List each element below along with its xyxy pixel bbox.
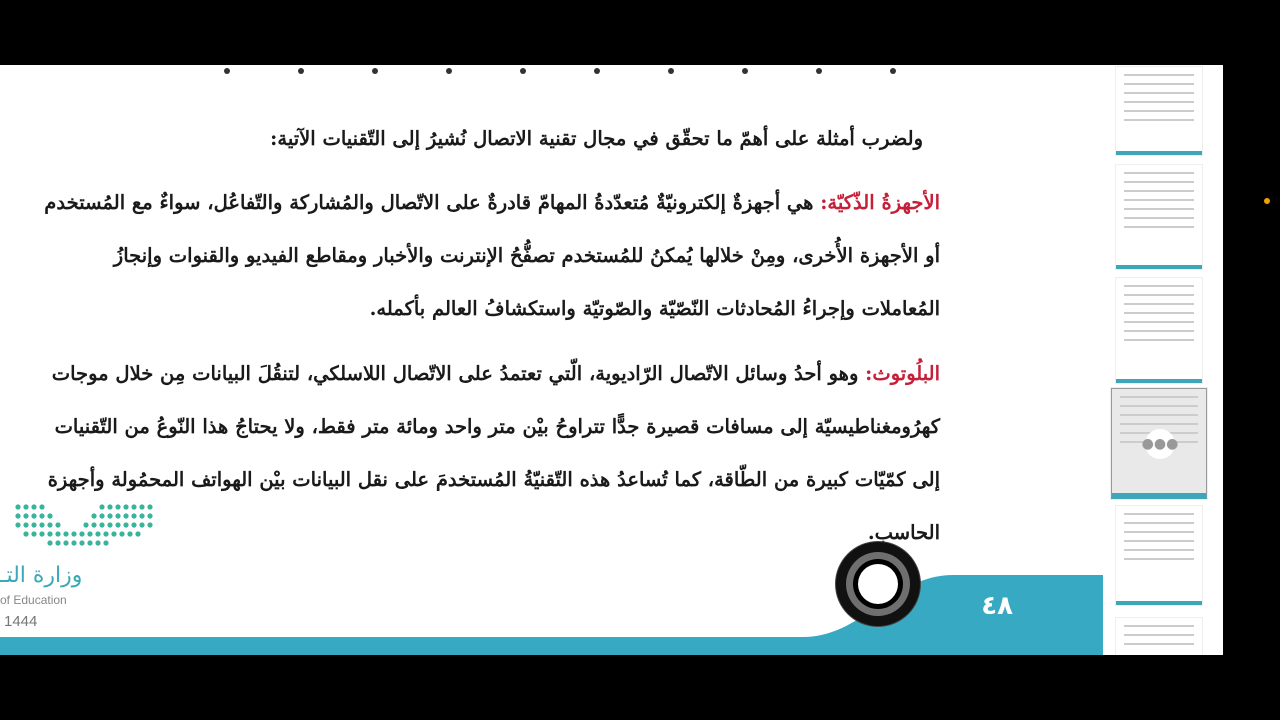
- ministry-logo: [0, 495, 170, 635]
- record-button[interactable]: [836, 542, 920, 626]
- page-thumbnail-current[interactable]: [1111, 388, 1207, 499]
- document-page: [0, 65, 1103, 655]
- record-icon: [858, 564, 898, 604]
- status-dot: [1264, 198, 1270, 204]
- smart-devices-paragraph: [35, 176, 940, 335]
- page-thumbnail[interactable]: [1116, 618, 1202, 655]
- term-bluetooth: البلُوتوث:: [865, 361, 940, 385]
- page-thumbnail[interactable]: [1116, 278, 1202, 383]
- footer-band: [0, 637, 1103, 655]
- ministry-dots-icon: [14, 501, 159, 551]
- smart-devices-text: هي أجهزةٌ إلكترونيّةٌ مُتعدّدةُ المهامّ قادرةٌ على الاتّصال والمُشاركة والتّفاعُل، سواءٌ مع المُستخدم أو الأجهزة الأُخرى، ومِنْ خلالها يُمكنُ للمُستخدم تصفُّحُ الإنترنت والأخبار ومقاطع الفيديو والقنوات وإنجازُ المُعاملات وإجراءُ المُحادثات النّصّيّة والصّوتيّة واستكشافُ العالم بأكمله.: [44, 190, 940, 320]
- ministry-name-arabic: وزارة التـ: [0, 563, 83, 588]
- page-number: ٤٨: [981, 591, 1013, 621]
- intro-paragraph: ولضرب أمثلة على أهمّ ما تحقّق في مجال تقنية الاتصال نُشيرُ إلى التّقنيات الآتية:: [270, 126, 923, 150]
- page-thumbnail[interactable]: [1116, 67, 1202, 155]
- more-options-icon[interactable]: ●●●: [1145, 429, 1175, 459]
- ministry-name-english: of Education: [0, 593, 67, 607]
- page-thumbnails-panel[interactable]: [1103, 65, 1223, 655]
- ministry-year: 1444: [4, 613, 38, 630]
- term-smart-devices: الأجهزةُ الذّكيّة:: [820, 190, 940, 214]
- bluetooth-text: وهو أحدُ وسائل الاتّصال الرّاديوية، الّتي تعتمدُ على الاتّصال اللاسلكي، لتنقُلَ البيانات مِن خلال موجات كهرُومغناطيسيّة إلى مسافات قصيرة جدًّا تتراوحُ بيْن متر واحد ومائة متر فقط، ولا يحتاجُ هذا النّوعُ من التّقنيات إلى كمّيّات كبيرة من الطّاقة، كما تُساعدُ هذه التّقنيّةُ المُستخدمَ على نقل البيانات بيْن الهواتف المحمُولة وأجهزة الحاسب.: [47, 361, 940, 544]
- bluetooth-paragraph: [35, 347, 940, 559]
- page-thumbnail[interactable]: [1116, 506, 1202, 605]
- cropped-text-line: [190, 65, 930, 75]
- page-thumbnail[interactable]: [1116, 165, 1202, 269]
